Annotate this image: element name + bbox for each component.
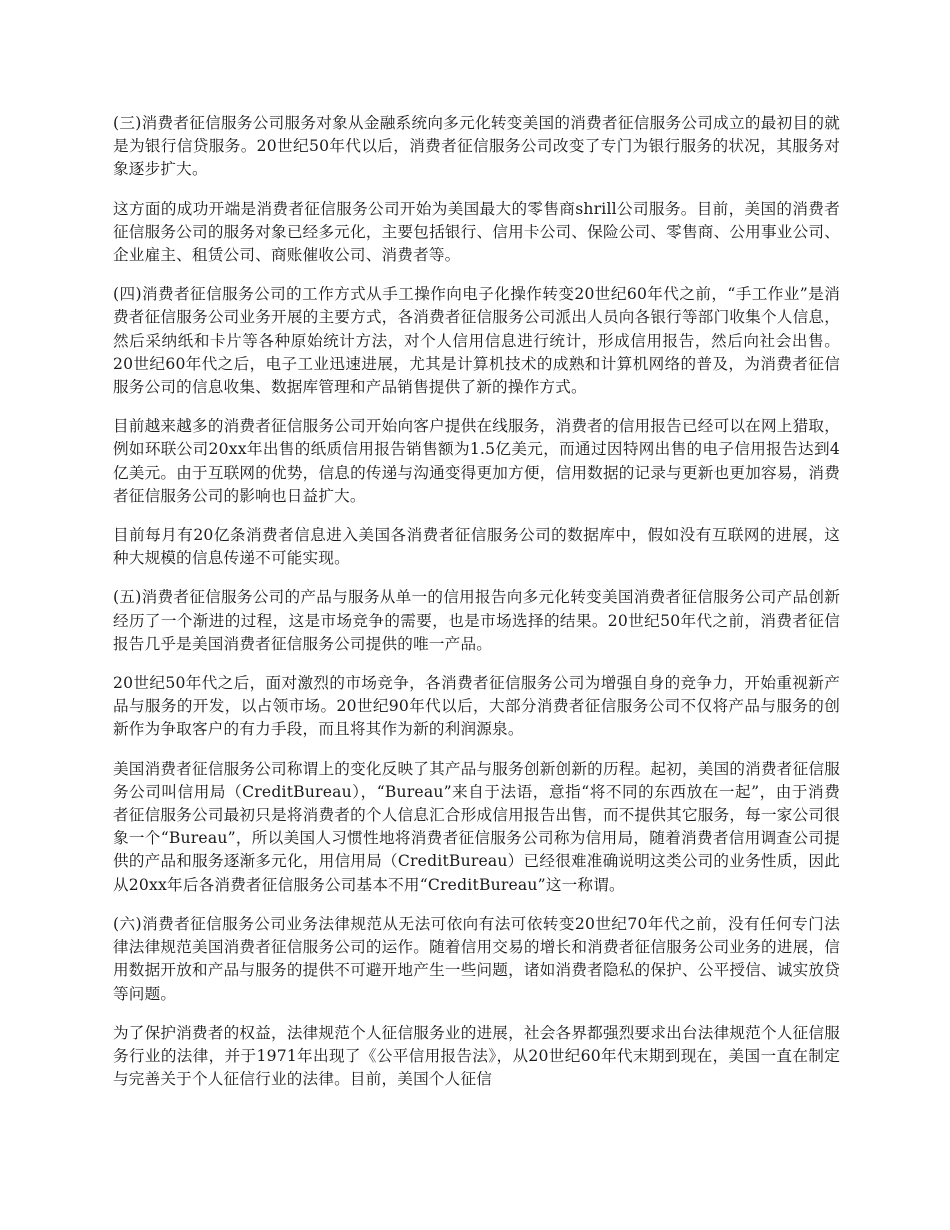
paragraph-products-diversify: (五)消费者征信服务公司的产品与服务从单一的信用报告向多元化转变美国消费者征信服务公司产品创新经历了一个渐进的过程，这是市场竞争的需要，也是市场选择的结果。20世纪50年代之前，消费者征信报告几乎是美国消费者征信服务公司提供的唯一产品。 <box>113 588 840 653</box>
paragraph-monthly-records: 目前每月有20亿条消费者信息进入美国各消费者征信服务公司的数据库中，假如没有互联网的进展，这种大规模的信息传递不可能实现。 <box>113 526 840 568</box>
paragraph-market-competition: 20世纪50年代之后，面对激烈的市场竞争，各消费者征信服务公司为增强自身的竞争力，开始重视新产品与服务的开发，以占领市场。20世纪90年代以后，大部分消费者征信服务公司不仅将产品与服务的创新作为争取客户的有力手段，而且将其作为新的利润源泉。 <box>113 674 840 739</box>
paragraph-legal-regulation: (六)消费者征信服务公司业务法律规范从无法可依向有法可依转变20世纪70年代之前，没有任何专门法律法律规范美国消费者征信服务公司的运作。随着信用交易的增长和消费者征信服务公司业务的进展，信用数据开放和产品与服务的提供不可避开地产生一些问题，诸如消费者隐私的保护、公平授信、诚实放贷等问题。 <box>113 914 840 1003</box>
paragraph-online-service: 目前越来越多的消费者征信服务公司开始向客户提供在线服务，消费者的信用报告已经可以在网上猎取，例如环联公司20xx年出售的纸质信用报告销售额为1.5亿美元，而通过因特网出售的电子信用报告达到4亿美元。由于互联网的优势，信息的传递与沟通变得更加方便，信用数据的记录与更新也更加容易，消费者征信服务公司的影响也日益扩大。 <box>113 417 840 505</box>
paragraph-consumer-protection-law: 为了保护消费者的权益，法律规范个人征信服务业的进展，社会各界都强烈要求出台法律规范个人征信服务行业的法律，并于1971年出现了《公平信用报告法》，从20世纪60年代末期到现在，美国一直在制定与完善关于个人征信行业的法律。目前，美国个人征信 <box>113 1023 840 1089</box>
paragraph-consumer-credit-service-objects: (三)消费者征信服务公司服务对象从金融系统向多元化转变美国的消费者征信服务公司成立的最初目的就是为银行信贷服务。20世纪50年代以后，消费者征信服务公司改变了专门为银行服务的状况，其服务对象逐步扩大。 <box>113 114 840 179</box>
paragraph-credit-bureau-naming: 美国消费者征信服务公司称谓上的变化反映了其产品与服务创新创新的历程。起初，美国的消费者征信服务公司叫信用局（CreditBureau），“Bureau”来自于法语，意指“将不同的东西放在一起”，由于消费者征信服务公司最初只是将消费者的个人信息汇合形成信用报告出售，而不提供其它服务，每一家公司很象一个“Bureau”，所以美国人习惯性地将消费者征信服务公司称为信用局，随着消费者信用调查公司提供的产品和服务逐渐多元化，用信用局（CreditBureau）已经很难准确说明这类公司的业务性质，因此从20xx年后各消费者征信服务公司基本不用“CreditBureau”这一称谓。 <box>113 759 840 894</box>
document-body <box>113 112 840 1107</box>
paragraph-work-method-electronic: (四)消费者征信服务公司的工作方式从手工操作向电子化操作转变20世纪60年代之前，“手工作业”是消费者征信服务公司业务开展的主要方式，各消费者征信服务公司派出人员向各银行等部门收集个人信息，然后采纳纸和卡片等各种原始统计方法，对个人信用信息进行统计，形成信用报告，然后向社会出售。20世纪60年代之后，电子工业迅速进展，尤其是计算机技术的成熟和计算机网络的普及，为消费者征信服务公司的信息收集、数据库管理和产品销售提供了新的操作方式。 <box>113 285 840 397</box>
paragraph-retail-service-start: 这方面的成功开端是消费者征信服务公司开始为美国最大的零售商shrill公司服务。目前，美国的消费者征信服务公司的服务对象已经多元化，主要包括银行、信用卡公司、保险公司、零售商、公用事业公司、企业雇主、租赁公司、商账催收公司、消费者等。 <box>113 199 840 265</box>
